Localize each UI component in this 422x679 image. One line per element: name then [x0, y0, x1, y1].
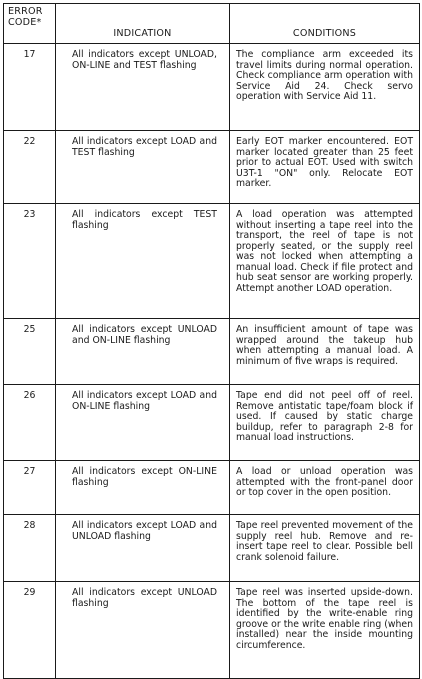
error-code-cell: 26: [4, 385, 56, 461]
error-code-header-line1: ERROR: [8, 6, 43, 17]
error-code-header-line2: CODE*: [8, 16, 42, 28]
table-row: [4, 131, 420, 204]
table-row: [4, 319, 420, 385]
indication-cell: All indicators except LOAD and TEST flashing: [56, 131, 230, 204]
error-code-header: [4, 4, 56, 44]
table-row: [4, 461, 420, 515]
table-row: [4, 44, 420, 131]
indication-cell: All indicators except UNLOAD flashing: [56, 582, 230, 679]
error-code-cell: 27: [4, 461, 56, 515]
error-code-cell: 25: [4, 319, 56, 385]
conditions-cell: A load or unload operation was attempted with the front-panel door or top cover in the open position.: [230, 461, 420, 515]
error-code-cell: 17: [4, 44, 56, 131]
conditions-header: CONDITIONS: [230, 4, 420, 44]
table-row: [4, 204, 420, 319]
error-code-cell: 29: [4, 582, 56, 679]
indication-header: INDICATION: [56, 4, 230, 44]
conditions-cell: Early EOT marker encountered. EOT marker located greater than 25 feet prior to actual EOT. Used with switch U3T-1 "ON" only. Relocate EOT marker.: [230, 131, 420, 204]
conditions-cell: An insufficient amount of tape was wrapped around the takeup hub when attempting a manual load. A minimum of five wraps is required.: [230, 319, 420, 385]
indication-cell: All indicators except UNLOAD and ON-LINE flashing: [56, 319, 230, 385]
indication-cell: All indicators except LOAD and ON-LINE flashing: [56, 385, 230, 461]
indication-cell: All indicators except LOAD and UNLOAD flashing: [56, 515, 230, 582]
error-code-table: [3, 3, 420, 679]
conditions-cell: A load operation was attempted without inserting a tape reel into the transport, the reel of tape is not properly seated, or the supply reel was not locked when attempting a manual load. Check if file protect and hub seat sensor are working properly. Attempt another LOAD operation.: [230, 204, 420, 319]
indication-cell: All indicators except TEST flashing: [56, 204, 230, 319]
table-row: [4, 515, 420, 582]
conditions-cell: Tape reel prevented movement of the supply reel hub. Remove and re-insert tape reel to clear. Possible bell crank solenoid failure.: [230, 515, 420, 582]
error-code-cell: 23: [4, 204, 56, 319]
indication-cell: All indicators except ON-LINE flashing: [56, 461, 230, 515]
table-row: [4, 385, 420, 461]
conditions-cell: The compliance arm exceeded its travel limits during normal operation. Check compliance arm operation with Service Aid 24. Check servo operation with Service Aid 11.: [230, 44, 420, 131]
conditions-cell: Tape end did not peel off of reel. Remove antistatic tape/foam block if used. If caused by static charge buildup, refer to paragraph 2-8 for manual load instructions.: [230, 385, 420, 461]
table-row: [4, 582, 420, 679]
error-code-cell: 22: [4, 131, 56, 204]
indication-cell: All indicators except UNLOAD, ON-LINE and TEST flashing: [56, 44, 230, 131]
conditions-cell: Tape reel was inserted upside-down. The bottom of the tape reel is identified by the write-enable ring groove or the write enable ring (when installed) near the inside mounting circumference.: [230, 582, 420, 679]
error-code-cell: 28: [4, 515, 56, 582]
table-header-row: [4, 4, 420, 44]
